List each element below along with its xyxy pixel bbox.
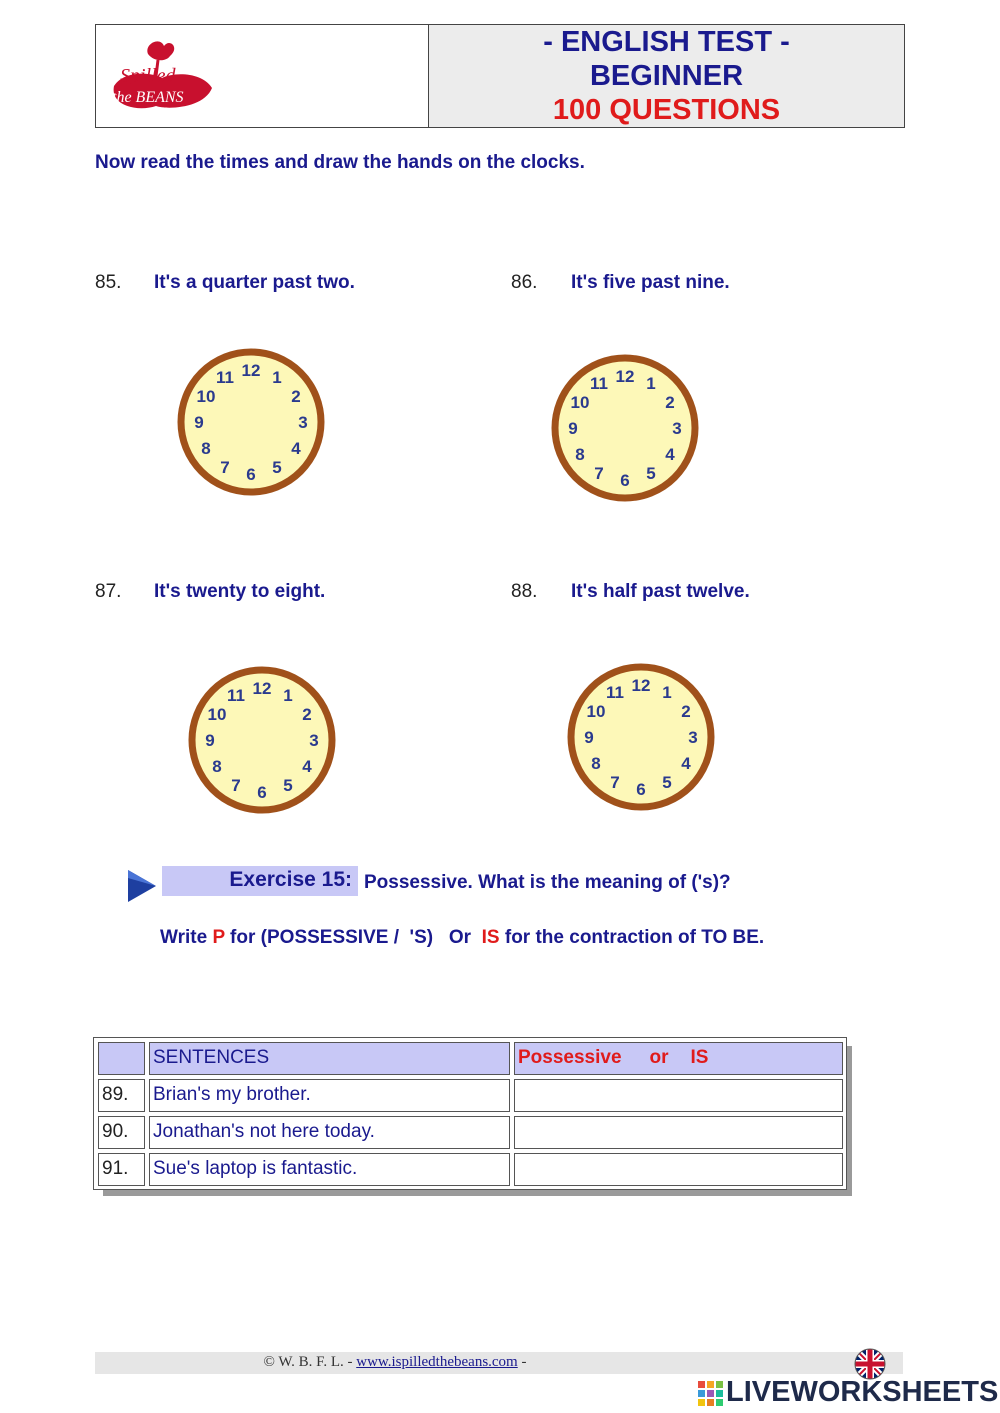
clock-number-12: 12 [241, 361, 261, 380]
clock-number-11: 11 [606, 683, 624, 702]
row-number-90: 90. [98, 1116, 145, 1149]
write-part-1: Write [160, 927, 213, 948]
header-or: or [649, 1047, 669, 1068]
table-header-answer [514, 1042, 843, 1075]
clock-number-5: 5 [662, 773, 672, 792]
write-p-letter: P [212, 927, 225, 948]
question-text-85: It's a quarter past two. [154, 272, 355, 293]
clock-number-7: 7 [594, 464, 604, 483]
clock-number-10: 10 [196, 387, 216, 406]
spilled-the-beans-logo [104, 32, 224, 118]
row-number-91: 91. [98, 1153, 145, 1186]
clock-number-2: 2 [681, 702, 691, 721]
clock-number-6: 6 [257, 783, 267, 802]
clock-number-7: 7 [231, 776, 241, 795]
logo-text-bottom: the BEANS [112, 89, 184, 106]
clock-number-4: 4 [302, 757, 312, 776]
clock-number-7: 7 [220, 458, 230, 477]
clock-number-10: 10 [570, 393, 590, 412]
answer-input-90[interactable] [514, 1116, 843, 1149]
write-part-3: for the contraction of TO BE. [499, 927, 765, 948]
clock-87[interactable] [187, 665, 337, 815]
table-header-sentences: SENTENCES [149, 1042, 510, 1075]
clock-number-9: 9 [568, 419, 578, 438]
header-is: IS [690, 1047, 709, 1068]
question-number-88: 88. [511, 581, 538, 602]
row-sentence-90: Jonathan's not here today. [149, 1116, 510, 1149]
exercise-arrow-icon [126, 868, 158, 904]
clock-number-11: 11 [227, 686, 245, 705]
table-header-blank [98, 1042, 145, 1075]
clock-number-12: 12 [631, 676, 651, 695]
clock-number-5: 5 [283, 776, 293, 795]
question-number-87: 87. [95, 581, 122, 602]
clock-number-8: 8 [591, 754, 601, 773]
liveworksheets-brand: LIVEWORKSHEETS [726, 1376, 999, 1408]
exercise-write-instruction [160, 927, 764, 949]
clock-number-6: 6 [636, 780, 646, 799]
clock-86[interactable] [550, 353, 700, 503]
clock-number-4: 4 [291, 439, 301, 458]
clock-number-10: 10 [207, 705, 227, 724]
sentences-table [93, 1037, 847, 1190]
clock-number-2: 2 [291, 387, 301, 406]
clock-number-7: 7 [610, 773, 620, 792]
clock-number-2: 2 [665, 393, 675, 412]
liveworksheets-logo [698, 1376, 998, 1410]
question-text-87: It's twenty to eight. [154, 581, 326, 602]
clock-number-5: 5 [272, 458, 282, 477]
footer-dash: - [517, 1354, 527, 1370]
row-number-89: 89. [98, 1079, 145, 1112]
clock-number-2: 2 [302, 705, 312, 724]
clock-number-3: 3 [672, 419, 682, 438]
clock-85[interactable] [176, 347, 326, 497]
clock-number-3: 3 [688, 728, 698, 747]
question-number-86: 86. [511, 272, 538, 293]
logo-text-top: Spilled [120, 65, 176, 87]
write-part-2: for (POSSESSIVE / 'S) Or [224, 927, 482, 948]
footer-copyright [95, 1354, 695, 1371]
clock-number-8: 8 [212, 757, 222, 776]
exercise-title: Exercise 15: [229, 868, 352, 891]
row-sentence-89: Brian's my brother. [149, 1079, 510, 1112]
clock-number-10: 10 [586, 702, 606, 721]
clock-number-1: 1 [646, 374, 656, 393]
instruction-text: Now read the times and draw the hands on the clocks. [95, 152, 585, 173]
liveworksheets-grid-icon [698, 1381, 724, 1407]
clock-88[interactable] [566, 662, 716, 812]
clock-number-3: 3 [309, 731, 319, 750]
header-title-line2: BEGINNER [589, 60, 744, 92]
header-title-line1: - ENGLISH TEST - [543, 26, 790, 58]
header-possessive: Possessive [518, 1047, 622, 1068]
footer-copyright-text: © W. B. F. L. - [263, 1354, 357, 1370]
clock-number-11: 11 [590, 374, 608, 393]
footer-link[interactable]: www.ispilledthebeans.com [356, 1354, 518, 1370]
row-sentence-91: Sue's laptop is fantastic. [149, 1153, 510, 1186]
answer-input-89[interactable] [514, 1079, 843, 1112]
clock-number-6: 6 [246, 465, 256, 484]
clock-number-8: 8 [201, 439, 211, 458]
clock-number-8: 8 [575, 445, 585, 464]
answer-input-91[interactable] [514, 1153, 843, 1186]
clock-number-6: 6 [620, 471, 630, 490]
exercise-title-box [162, 866, 358, 896]
clock-number-9: 9 [194, 413, 204, 432]
header-divider [428, 24, 429, 128]
clock-number-5: 5 [646, 464, 656, 483]
clock-number-12: 12 [252, 679, 272, 698]
clock-number-1: 1 [662, 683, 672, 702]
clock-number-9: 9 [205, 731, 215, 750]
clock-number-9: 9 [584, 728, 594, 747]
clock-number-4: 4 [681, 754, 691, 773]
question-text-86: It's five past nine. [571, 272, 730, 293]
question-text-88: It's half past twelve. [571, 581, 750, 602]
clock-number-11: 11 [216, 368, 234, 387]
clock-number-1: 1 [283, 686, 293, 705]
clock-number-3: 3 [298, 413, 308, 432]
clock-number-4: 4 [665, 445, 675, 464]
header-title-line3: 100 QUESTIONS [552, 94, 781, 126]
exercise-description: Possessive. What is the meaning of ('s)? [364, 872, 731, 893]
question-number-85: 85. [95, 272, 122, 293]
clock-number-1: 1 [272, 368, 282, 387]
write-is-word: IS [481, 927, 500, 948]
clock-number-12: 12 [615, 367, 635, 386]
header-title-panel [429, 25, 904, 127]
